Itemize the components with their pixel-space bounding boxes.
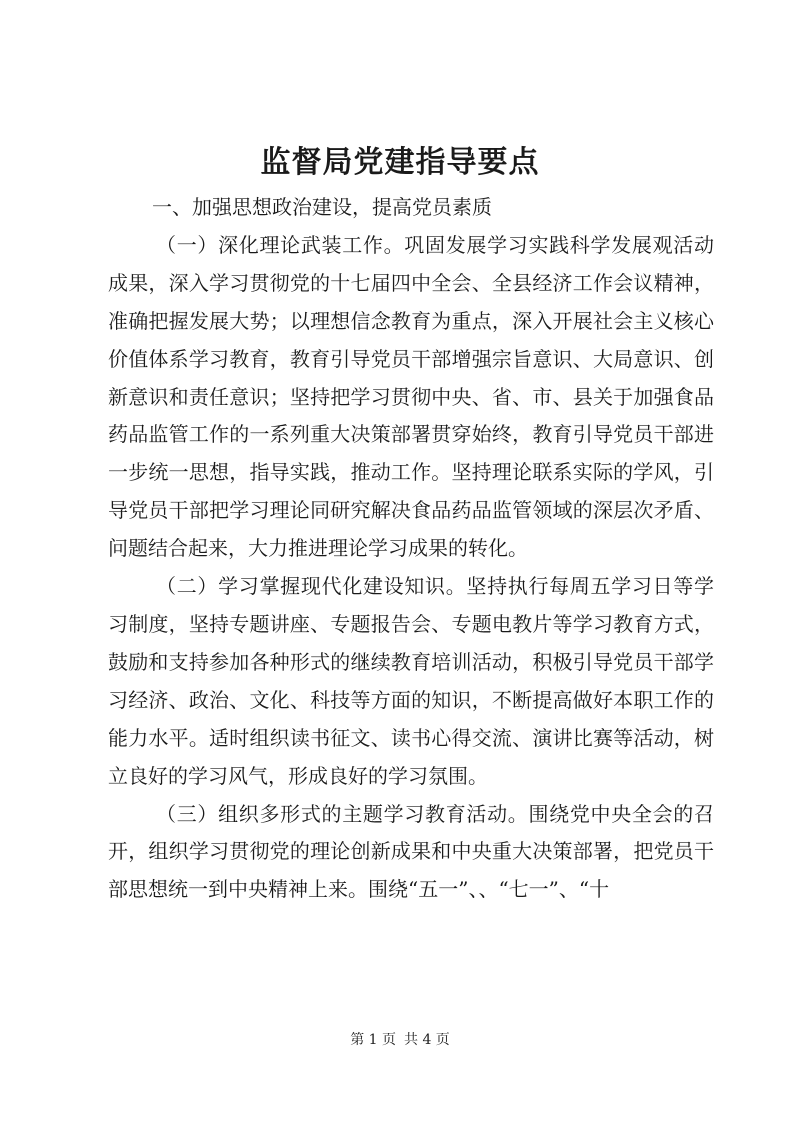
page-total: 共 4 页 xyxy=(404,1032,450,1048)
page-number: 第 1 页 xyxy=(350,1032,396,1048)
paragraph-3: （三）组织多形式的主题学习教育活动。围绕党中央全会的召开，组织学习贯彻党的理论创新成果和中央重大决策部署，把党员干部思想统一到中央精神上来。围绕“五一”、、“七一”、“十 xyxy=(108,801,714,902)
paragraph-1: （一）深化理论武装工作。巩固发展学习实践科学发展观活动成果，深入学习贯彻党的十七届四中全会、全县经济工作会议精神，准确把握发展大势；以理想信念教育为重点，深入开展社会主义核心价值体系学习教育，教育引导党员干部增强宗旨意识、大局意识、创新意识和责任意识；坚持把学习贯彻中央、省、市、县关于加强食品药品监管工作的一系列重大决策部署贯穿始终，教育引导党员干部进一步统一思想，指导实践，推动工作。坚持理论联系实际的学风，引导党员干部把学习理论同研究解决食品药品监管领域的深层次矛盾、问题结合起来，大力推进理论学习成果的转化。 xyxy=(108,232,714,561)
document-title: 监督局党建指导要点 xyxy=(260,145,540,180)
document-body xyxy=(108,189,714,909)
page-footer xyxy=(0,1030,800,1050)
paragraph-2: （二）学习掌握现代化建设知识。坚持执行每周五学习日等学习制度，坚持专题讲座、专题报告会、专题电教片等学习教育方式，鼓励和支持参加各种形式的继续教育培训活动，积极引导党员干部学习经济、政治、文化、科技等方面的知识，不断提高做好本职工作的能力水平。适时组织读书征文、读书心得交流、演讲比赛等活动，树立良好的学习风气，形成良好的学习氛围。 xyxy=(108,574,714,788)
section-heading: 一、加强思想政治建设，提高党员素质 xyxy=(152,195,492,219)
